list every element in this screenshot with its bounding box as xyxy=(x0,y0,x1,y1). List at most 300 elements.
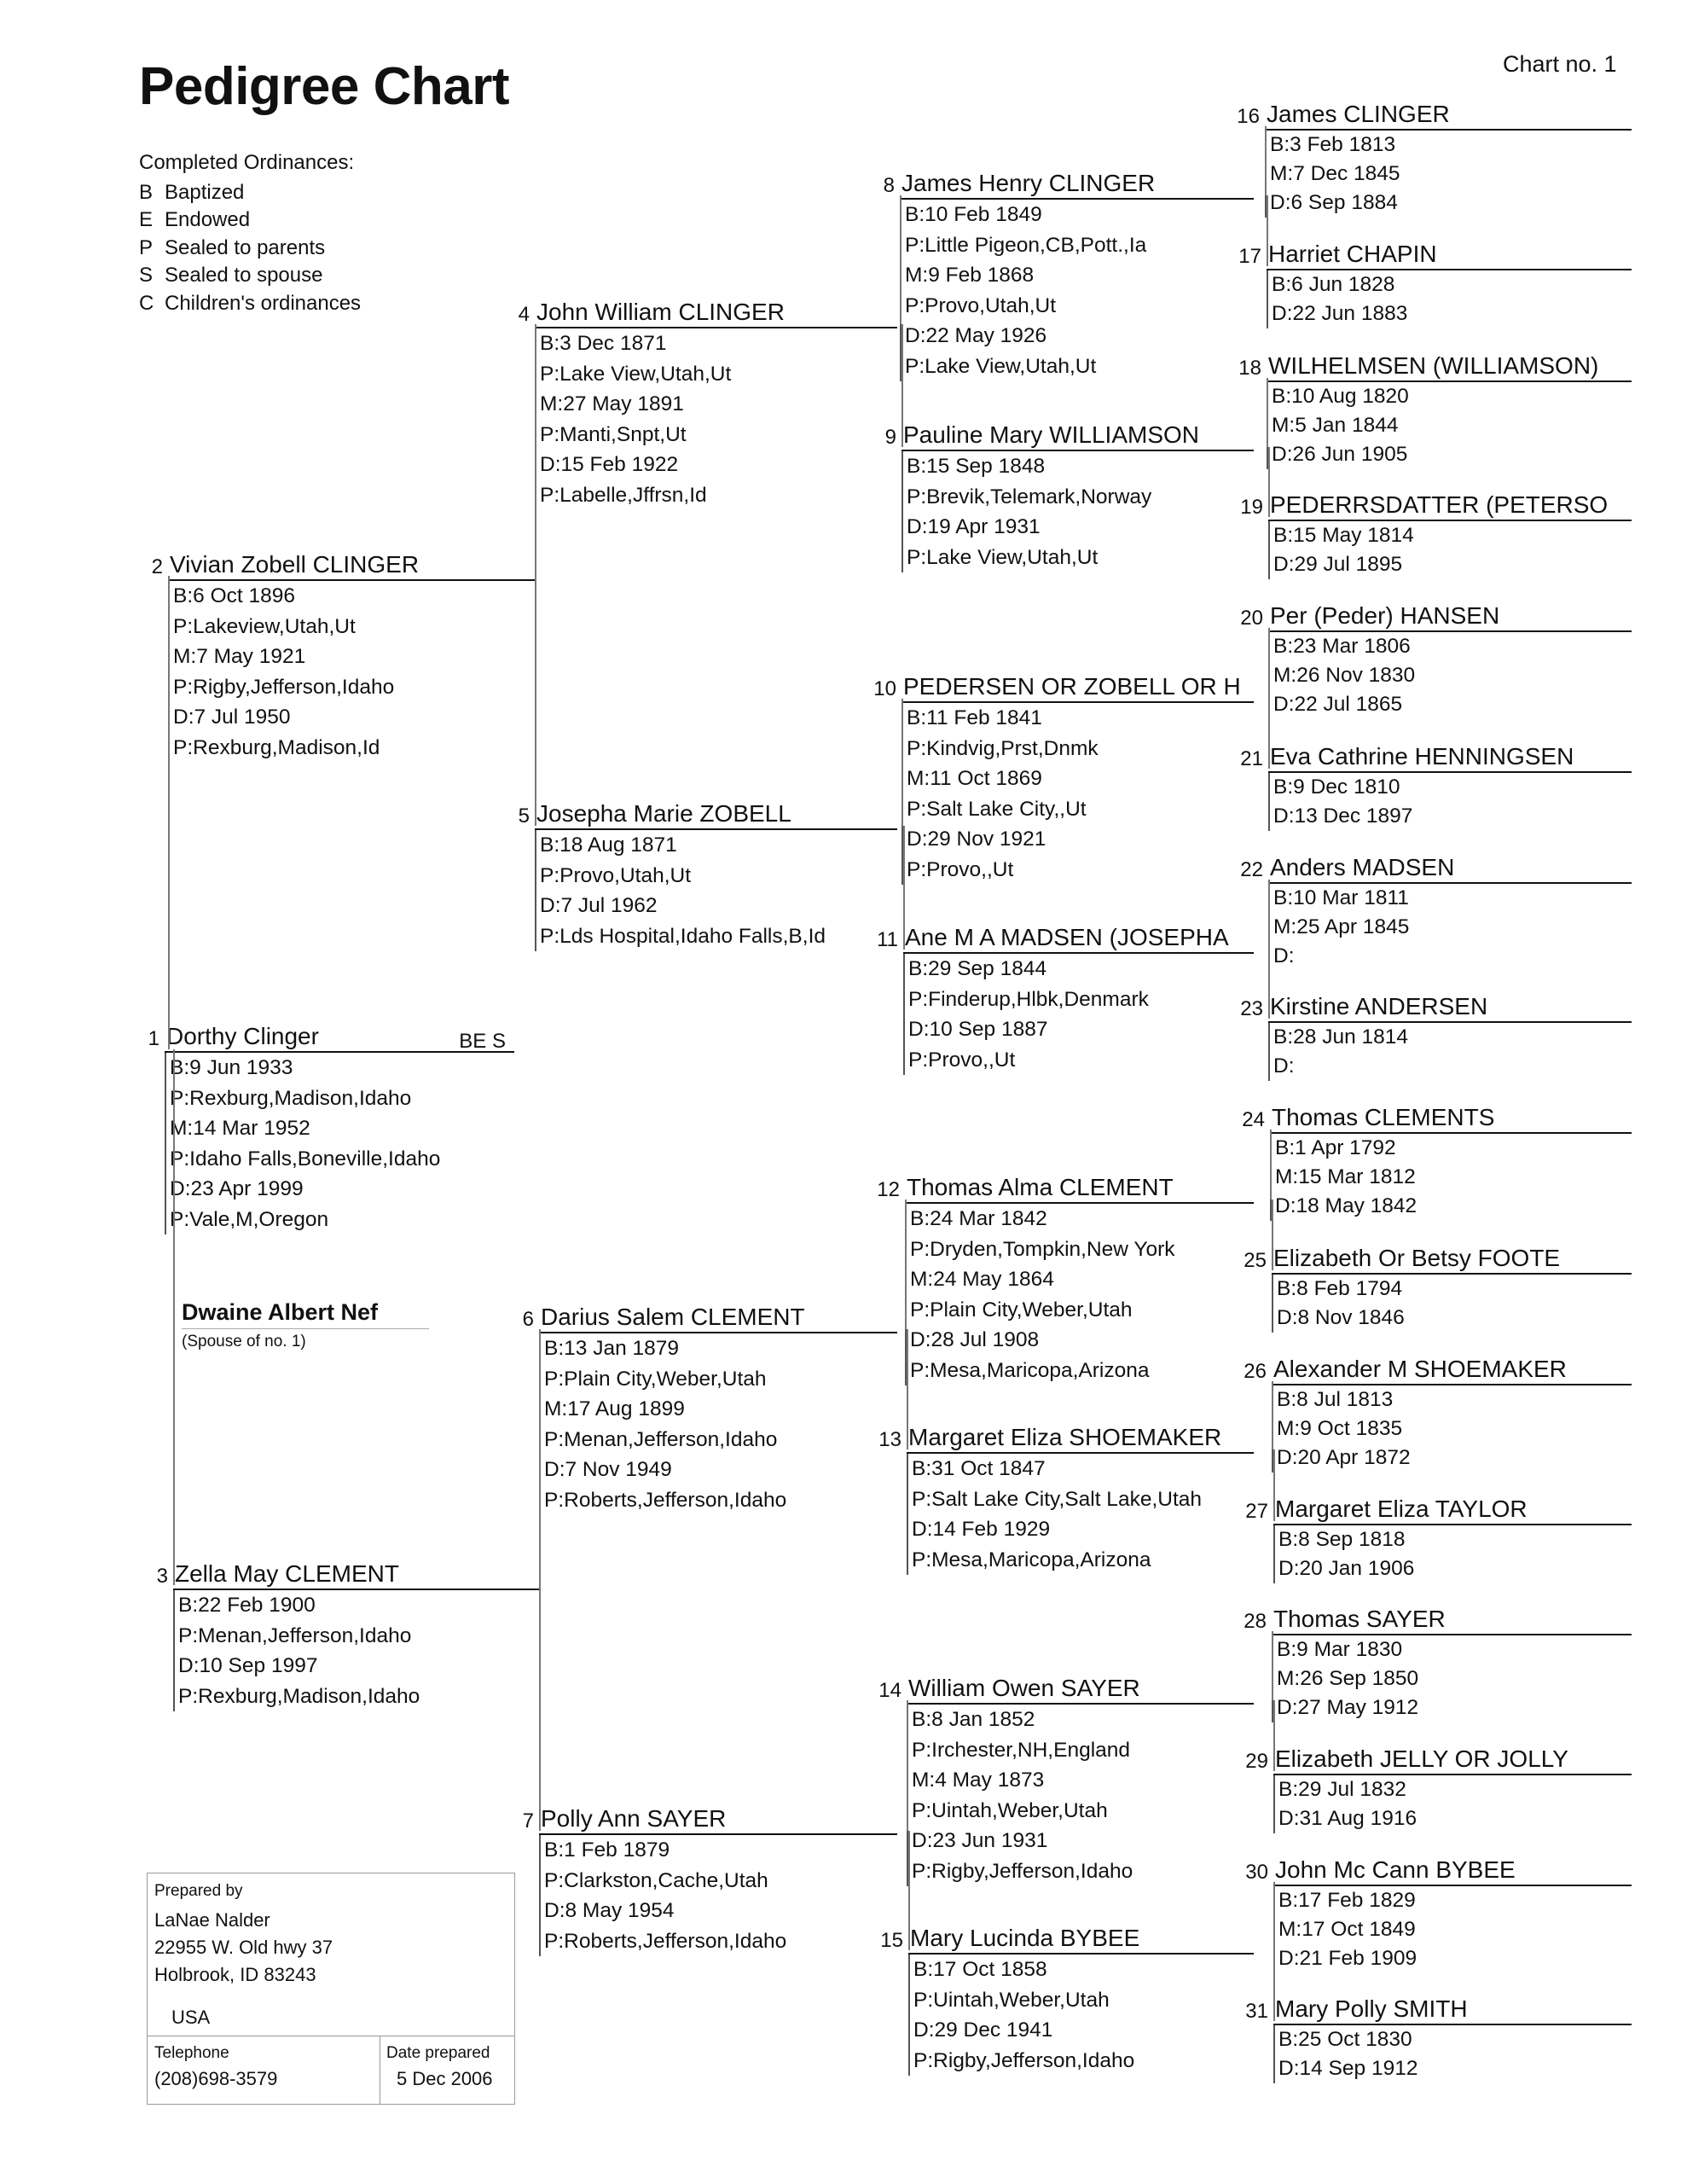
ordinances-header: Completed Ordinances: xyxy=(139,151,355,174)
detail-line: M:4 May 1873 xyxy=(912,1769,1045,1792)
detail-line: D:26 Jun 1905 xyxy=(1272,443,1408,466)
person-details xyxy=(901,451,1254,572)
detail-line: M:5 Jan 1844 xyxy=(1272,414,1399,437)
person-number: 17 xyxy=(1238,245,1261,268)
detail-line: D:27 May 1912 xyxy=(1277,1696,1419,1719)
person-name-row xyxy=(1245,1995,1632,2025)
person-number: 30 xyxy=(1245,1861,1268,1884)
date-prepared-label: Date prepared xyxy=(386,2044,490,2062)
detail-line: B:6 Jun 1828 xyxy=(1272,273,1395,296)
connector-line xyxy=(907,1700,908,1831)
person-number: 28 xyxy=(1244,1610,1267,1633)
person-details xyxy=(173,1590,540,1711)
connector-line xyxy=(1273,1882,1275,1950)
connector-line xyxy=(1272,1199,1273,1270)
detail-line: D:10 Sep 1887 xyxy=(908,1018,1048,1041)
connector-line xyxy=(173,1049,175,1585)
person-details xyxy=(1273,1775,1632,1833)
detail-line: P:Brevik,Telemark,Norway xyxy=(907,485,1152,508)
detail-line: P:Labelle,Jffrsn,Id xyxy=(540,483,707,507)
person-name-row xyxy=(518,799,897,830)
person-30 xyxy=(1245,1856,1632,1973)
detail-line: P:Rigby,Jefferson,Idaho xyxy=(173,675,395,699)
person-details xyxy=(1273,1886,1632,1973)
detail-line: M:9 Feb 1868 xyxy=(905,264,1035,287)
connector-line xyxy=(901,699,903,826)
person-number: 23 xyxy=(1240,997,1263,1020)
person-number: 1 xyxy=(148,1027,159,1050)
person-details xyxy=(165,1053,514,1234)
detail-line: D:23 Jun 1931 xyxy=(912,1829,1048,1852)
detail-line: D:22 Jun 1883 xyxy=(1272,302,1408,325)
person-name: Anders MADSEN xyxy=(1268,853,1632,884)
person-name-row xyxy=(1244,1355,1632,1385)
person-name-row xyxy=(877,923,1254,954)
detail-line: D:8 Nov 1846 xyxy=(1277,1306,1405,1329)
person-18 xyxy=(1238,351,1632,469)
detail-line: P:Lake View,Utah,Ut xyxy=(540,362,732,386)
connector-line xyxy=(539,1585,541,1831)
person-details xyxy=(539,1835,897,1956)
person-name-row xyxy=(156,1560,540,1590)
detail-line: D:29 Dec 1941 xyxy=(913,2018,1053,2042)
person-name: William Owen SAYER xyxy=(907,1674,1254,1705)
person-name: Polly Ann SAYER xyxy=(539,1804,897,1835)
spouse-name: Dwaine Albert Nef xyxy=(182,1299,429,1329)
person-name: Thomas SAYER xyxy=(1272,1605,1632,1635)
person-19 xyxy=(1240,491,1632,579)
telephone-value: (208)698-3579 xyxy=(154,2068,278,2089)
detail-line: D:15 Feb 1922 xyxy=(540,453,679,476)
connector-line xyxy=(539,1329,541,1585)
preparer-country: USA xyxy=(171,2007,211,2028)
detail-line: D:14 Sep 1912 xyxy=(1278,2057,1418,2080)
detail-line: B:29 Sep 1844 xyxy=(908,957,1047,980)
connector-line xyxy=(1270,1130,1272,1199)
person-25 xyxy=(1244,1244,1632,1333)
person-3 xyxy=(156,1560,540,1711)
detail-line: P:Kindvig,Prst,Dnmk xyxy=(907,736,1099,760)
detail-line: P:Rigby,Jefferson,Idaho xyxy=(912,1859,1133,1883)
detail-line: P:Dryden,Tompkin,New York xyxy=(910,1237,1175,1261)
person-name: Elizabeth Or Betsy FOOTE xyxy=(1272,1244,1632,1275)
person-name-row xyxy=(151,550,535,581)
person-name: WILHELMSEN (WILLIAMSON) xyxy=(1267,351,1632,382)
person-number: 4 xyxy=(518,303,530,326)
prepared-by-box xyxy=(147,1873,515,2105)
detail-line: D:7 Jul 1962 xyxy=(540,894,658,917)
connector-line xyxy=(1265,126,1267,195)
preparer-address-2: Holbrook, ID 83243 xyxy=(154,1964,316,1985)
connector-line xyxy=(1272,1631,1273,1700)
detail-line: D: xyxy=(1273,944,1295,967)
detail-line: B:23 Mar 1806 xyxy=(1273,635,1411,658)
detail-line: M:7 Dec 1845 xyxy=(1270,162,1400,185)
detail-line: P:Vale,M,Oregon xyxy=(170,1207,329,1231)
connector-line xyxy=(168,576,170,1049)
detail-line: P:Lake View,Utah,Ut xyxy=(905,354,1097,378)
detail-line: B:31 Oct 1847 xyxy=(912,1457,1046,1480)
date-prepared-value: 5 Dec 2006 xyxy=(397,2068,493,2089)
person-name-row xyxy=(1240,992,1632,1023)
ordinance-codes: BE S xyxy=(459,1030,506,1053)
detail-line: M:14 Mar 1952 xyxy=(170,1117,310,1140)
detail-line: D:6 Sep 1884 xyxy=(1270,191,1398,214)
detail-line: M:17 Aug 1899 xyxy=(544,1397,685,1420)
person-number: 3 xyxy=(156,1565,168,1588)
person-14 xyxy=(878,1674,1254,1886)
person-4 xyxy=(518,298,897,510)
person-number: 25 xyxy=(1244,1249,1267,1272)
preparer-name: LaNae Nalder xyxy=(154,1909,270,1931)
detail-line: P:Salt Lake City,Salt Lake,Utah xyxy=(912,1487,1202,1511)
detail-line: B:17 Feb 1829 xyxy=(1278,1889,1416,1912)
connector-line xyxy=(900,195,901,324)
page-title: Pedigree Chart xyxy=(139,57,510,116)
detail-line: M:7 May 1921 xyxy=(173,645,306,668)
person-name: James CLINGER xyxy=(1265,100,1632,131)
person-details xyxy=(1268,521,1632,579)
person-number: 7 xyxy=(522,1809,534,1833)
person-17 xyxy=(1238,240,1632,328)
person-number: 31 xyxy=(1245,2000,1268,2023)
person-name: James Henry CLINGER xyxy=(900,169,1254,200)
connector-line xyxy=(535,324,536,576)
detail-line: P:Lakeview,Utah,Ut xyxy=(173,614,356,638)
person-name-row xyxy=(1237,100,1632,131)
detail-line: P:Provo,,Ut xyxy=(908,1048,1016,1072)
detail-line: D:19 Apr 1931 xyxy=(907,515,1041,538)
person-28 xyxy=(1244,1605,1632,1722)
person-details xyxy=(1273,2025,1632,2083)
person-details xyxy=(1273,1525,1632,1583)
person-number: 9 xyxy=(884,426,896,449)
person-number: 11 xyxy=(877,928,898,951)
person-13 xyxy=(878,1423,1254,1575)
detail-line: P:Mesa,Maricopa,Arizona xyxy=(912,1548,1151,1571)
detail-line: P:Rigby,Jefferson,Idaho xyxy=(913,2048,1135,2072)
detail-line: P:Provo,,Ut xyxy=(907,857,1014,881)
connector-line xyxy=(1273,1950,1275,2021)
connector-line xyxy=(1273,1449,1275,1521)
detail-line: B:10 Aug 1820 xyxy=(1272,385,1409,408)
detail-line: D:7 Nov 1949 xyxy=(544,1458,672,1481)
detail-line: P:Provo,Utah,Ut xyxy=(540,863,692,887)
person-details xyxy=(901,703,1254,885)
person-details xyxy=(1268,1023,1632,1081)
connector-line xyxy=(1272,1381,1273,1449)
connector-line xyxy=(1268,950,1270,1019)
detail-line: P:Mesa,Maricopa,Arizona xyxy=(910,1358,1150,1382)
legend-item: E Endowed xyxy=(139,208,251,231)
detail-line: B:8 Jul 1813 xyxy=(1277,1388,1394,1411)
person-number: 20 xyxy=(1240,607,1263,630)
detail-line: M:26 Sep 1850 xyxy=(1277,1667,1419,1690)
person-number: 13 xyxy=(878,1428,901,1451)
person-details xyxy=(1272,1275,1632,1333)
connector-line xyxy=(1267,378,1268,447)
detail-line: P:Manti,Snpt,Ut xyxy=(540,422,687,446)
person-details xyxy=(1267,382,1632,469)
detail-line: M:24 May 1864 xyxy=(910,1268,1054,1291)
detail-line: D:13 Dec 1897 xyxy=(1273,804,1413,828)
telephone-label: Telephone xyxy=(154,2044,229,2062)
person-number: 29 xyxy=(1245,1750,1268,1773)
person-31 xyxy=(1245,1995,1632,2083)
person-name: Eva Cathrine HENNINGSEN xyxy=(1268,742,1632,773)
person-name: Kirstine ANDERSEN xyxy=(1268,992,1632,1023)
person-name-row xyxy=(1244,1244,1632,1275)
connector-line xyxy=(908,1831,910,1950)
person-number: 21 xyxy=(1240,747,1263,770)
detail-line: B:22 Feb 1900 xyxy=(178,1594,316,1617)
detail-line: M:9 Oct 1835 xyxy=(1277,1417,1403,1440)
detail-line: P:Plain City,Weber,Utah xyxy=(910,1298,1133,1321)
person-name-row xyxy=(522,1804,897,1835)
person-name-row xyxy=(878,1674,1254,1705)
person-name: Pauline Mary WILLIAMSON xyxy=(901,421,1254,451)
detail-line: P:Roberts,Jefferson,Idaho xyxy=(544,1929,787,1953)
person-name: Mary Polly SMITH xyxy=(1273,1995,1632,2025)
person-number: 16 xyxy=(1237,105,1260,128)
person-details xyxy=(1268,632,1632,719)
detail-line: D:8 May 1954 xyxy=(544,1899,675,1922)
legend-item: P Sealed to parents xyxy=(139,235,326,259)
person-6 xyxy=(522,1303,897,1515)
person-name: John William CLINGER xyxy=(535,298,897,328)
person-number: 12 xyxy=(877,1178,900,1201)
person-number: 6 xyxy=(522,1308,534,1331)
detail-line: P:Uintah,Weber,Utah xyxy=(913,1988,1110,2012)
person-name: Margaret Eliza TAYLOR xyxy=(1273,1495,1632,1525)
detail-line: B:28 Jun 1814 xyxy=(1273,1025,1409,1048)
person-number: 22 xyxy=(1240,858,1263,881)
person-number: 19 xyxy=(1240,496,1263,519)
person-21 xyxy=(1240,742,1632,831)
person-details xyxy=(1272,1635,1632,1722)
person-number: 2 xyxy=(151,555,163,578)
person-details xyxy=(535,328,897,510)
detail-line: M:15 Mar 1812 xyxy=(1275,1165,1416,1188)
detail-line: D:20 Jan 1906 xyxy=(1278,1557,1415,1580)
connector-line xyxy=(1268,628,1270,699)
person-name-row xyxy=(518,298,897,328)
person-26 xyxy=(1244,1355,1632,1472)
person-name: Per (Peder) HANSEN xyxy=(1268,601,1632,632)
detail-line: B:13 Jan 1879 xyxy=(544,1337,680,1360)
legend-item: C Children's ordinances xyxy=(139,291,362,315)
person-23 xyxy=(1240,992,1632,1081)
detail-line: P:Clarkston,Cache,Utah xyxy=(544,1868,768,1892)
detail-line: P:Uintah,Weber,Utah xyxy=(912,1798,1108,1822)
person-name: Harriet CHAPIN xyxy=(1267,240,1632,270)
person-name: Thomas CLEMENTS xyxy=(1270,1103,1632,1134)
person-name: PEDERSEN OR ZOBELL OR H xyxy=(901,672,1254,703)
connector-line xyxy=(901,324,903,447)
detail-line: D:22 May 1926 xyxy=(905,324,1047,347)
person-5 xyxy=(518,799,897,951)
person-20 xyxy=(1240,601,1632,719)
detail-line: D:10 Sep 1997 xyxy=(178,1654,318,1677)
detail-line: P:Irchester,NH,England xyxy=(912,1738,1131,1762)
detail-line: B:29 Jul 1832 xyxy=(1278,1778,1406,1801)
legend-item: B Baptized xyxy=(139,180,245,204)
detail-line: P:Lake View,Utah,Ut xyxy=(907,545,1099,569)
person-24 xyxy=(1242,1103,1632,1221)
connector-line xyxy=(1268,447,1270,517)
person-name-row xyxy=(884,421,1254,451)
person-details xyxy=(539,1333,897,1515)
detail-line: P:Lds Hospital,Idaho Falls,B,Id xyxy=(540,924,826,948)
detail-line: B:24 Mar 1842 xyxy=(910,1207,1047,1230)
person-details xyxy=(1265,131,1632,218)
person-number: 18 xyxy=(1238,357,1261,380)
person-8 xyxy=(883,169,1254,381)
connector-line xyxy=(1273,1700,1275,1771)
person-name-row xyxy=(1240,853,1632,884)
person-11 xyxy=(877,923,1254,1075)
person-name: Ane M A MADSEN (JOSEPHA xyxy=(903,923,1254,954)
detail-line: M:26 Nov 1830 xyxy=(1273,664,1416,687)
person-number: 5 xyxy=(518,804,530,828)
detail-line: D:29 Nov 1921 xyxy=(907,828,1046,851)
detail-line: D:31 Aug 1916 xyxy=(1278,1807,1417,1830)
person-number: 10 xyxy=(873,677,896,700)
person-details xyxy=(535,830,897,951)
person-name-row xyxy=(878,1423,1254,1454)
detail-line: B:6 Oct 1896 xyxy=(173,584,296,607)
person-details xyxy=(168,581,535,763)
person-name-row xyxy=(880,1924,1254,1955)
person-15 xyxy=(880,1924,1254,2076)
detail-line: P:Roberts,Jefferson,Idaho xyxy=(544,1488,787,1512)
detail-line: B:25 Oct 1830 xyxy=(1278,2028,1412,2051)
person-name-row xyxy=(522,1303,897,1333)
person-details xyxy=(900,200,1254,381)
detail-line: B:18 Aug 1871 xyxy=(540,834,677,857)
detail-line: P:Provo,Utah,Ut xyxy=(905,293,1057,317)
detail-line: D:20 Apr 1872 xyxy=(1277,1446,1411,1469)
detail-line: B:8 Feb 1794 xyxy=(1277,1277,1403,1300)
person-details xyxy=(1267,270,1632,328)
person-name-row xyxy=(1245,1856,1632,1886)
person-details xyxy=(907,1454,1254,1575)
detail-line: P:Salt Lake City,,Ut xyxy=(907,797,1087,821)
connector-line xyxy=(903,826,905,950)
person-name-row xyxy=(877,1173,1254,1204)
person-number: 27 xyxy=(1245,1500,1268,1523)
person-name: Thomas Alma CLEMENT xyxy=(905,1173,1254,1204)
person-number: 24 xyxy=(1242,1108,1265,1131)
connector-line xyxy=(1268,880,1270,950)
person-name-row xyxy=(148,1022,514,1053)
connector-line xyxy=(535,576,536,826)
spouse-label: (Spouse of no. 1) xyxy=(182,1333,306,1350)
detail-line: P:Finderup,Hlbk,Denmark xyxy=(908,987,1149,1011)
person-name: Alexander M SHOEMAKER xyxy=(1272,1355,1632,1385)
connector-line xyxy=(1267,195,1268,266)
detail-line: P:Rexburg,Madison,Id xyxy=(173,735,380,759)
detail-line: M:11 Oct 1869 xyxy=(907,767,1042,790)
person-name-row xyxy=(1240,742,1632,773)
person-name: PEDERRSDATTER (PETERSO xyxy=(1268,491,1632,521)
person-name-row xyxy=(1240,601,1632,632)
person-number: 14 xyxy=(878,1679,901,1702)
preparer-address-1: 22955 W. Old hwy 37 xyxy=(154,1937,333,1958)
person-27 xyxy=(1245,1495,1632,1583)
person-name-row xyxy=(1240,491,1632,521)
detail-line: P:Idaho Falls,Boneville,Idaho xyxy=(170,1147,441,1170)
detail-line: B:10 Feb 1849 xyxy=(905,203,1042,226)
ordinances-legend xyxy=(139,149,361,317)
connector-line xyxy=(1268,699,1270,769)
spouse-block xyxy=(182,1299,429,1351)
detail-line: M:25 Apr 1845 xyxy=(1273,915,1410,938)
connector-line xyxy=(905,1199,907,1329)
person-1 xyxy=(148,1022,514,1234)
detail-line: D:22 Jul 1865 xyxy=(1273,693,1403,716)
person-name-row xyxy=(1245,1745,1632,1775)
person-12 xyxy=(877,1173,1254,1385)
detail-line: B:9 Mar 1830 xyxy=(1277,1638,1403,1661)
detail-line: B:1 Feb 1879 xyxy=(544,1838,670,1862)
detail-line: M:17 Oct 1849 xyxy=(1278,1918,1416,1941)
detail-line: P:Menan,Jefferson,Idaho xyxy=(544,1427,778,1451)
person-name-row xyxy=(883,169,1254,200)
detail-line: B:9 Jun 1933 xyxy=(170,1056,293,1079)
person-name: Margaret Eliza SHOEMAKER xyxy=(907,1423,1254,1454)
person-number: 15 xyxy=(880,1929,903,1952)
person-name: John Mc Cann BYBEE xyxy=(1273,1856,1632,1886)
chart-number: Chart no. 1 xyxy=(1503,51,1617,77)
person-name-row xyxy=(1245,1495,1632,1525)
prepared-label: Prepared by xyxy=(154,1882,243,1900)
person-name: Dorthy Clinger xyxy=(165,1022,514,1053)
connector-line xyxy=(907,1329,908,1449)
person-name: Zella May CLEMENT xyxy=(173,1560,540,1590)
person-16 xyxy=(1237,100,1632,218)
detail-line: P:Plain City,Weber,Utah xyxy=(544,1367,767,1391)
detail-line: B:8 Sep 1818 xyxy=(1278,1528,1406,1551)
detail-line: D:18 May 1842 xyxy=(1275,1194,1417,1217)
person-name: Darius Salem CLEMENT xyxy=(539,1303,897,1333)
person-29 xyxy=(1245,1745,1632,1833)
person-name: Elizabeth JELLY OR JOLLY xyxy=(1273,1745,1632,1775)
person-details xyxy=(1270,1134,1632,1221)
detail-line: D:29 Jul 1895 xyxy=(1273,553,1403,576)
person-name-row xyxy=(873,672,1254,703)
detail-line: D:28 Jul 1908 xyxy=(910,1328,1040,1351)
person-name-row xyxy=(1242,1103,1632,1134)
person-number: 26 xyxy=(1244,1360,1267,1383)
detail-line: B:3 Feb 1813 xyxy=(1270,133,1396,156)
person-name-row xyxy=(1238,240,1632,270)
person-details xyxy=(1272,1385,1632,1472)
detail-line: B:3 Dec 1871 xyxy=(540,332,667,355)
detail-line: B:17 Oct 1858 xyxy=(913,1958,1047,1981)
detail-line: B:10 Mar 1811 xyxy=(1273,886,1409,909)
person-details xyxy=(903,954,1254,1075)
person-details xyxy=(905,1204,1254,1385)
legend-item: S Sealed to spouse xyxy=(139,264,323,287)
detail-line: D:7 Jul 1950 xyxy=(173,706,291,729)
person-name: Mary Lucinda BYBEE xyxy=(908,1924,1254,1955)
detail-line: B:11 Feb 1841 xyxy=(907,706,1042,729)
detail-line: B:9 Dec 1810 xyxy=(1273,775,1400,799)
person-10 xyxy=(873,672,1254,885)
person-number: 8 xyxy=(883,174,895,197)
detail-line: P:Menan,Jefferson,Idaho xyxy=(178,1623,412,1647)
